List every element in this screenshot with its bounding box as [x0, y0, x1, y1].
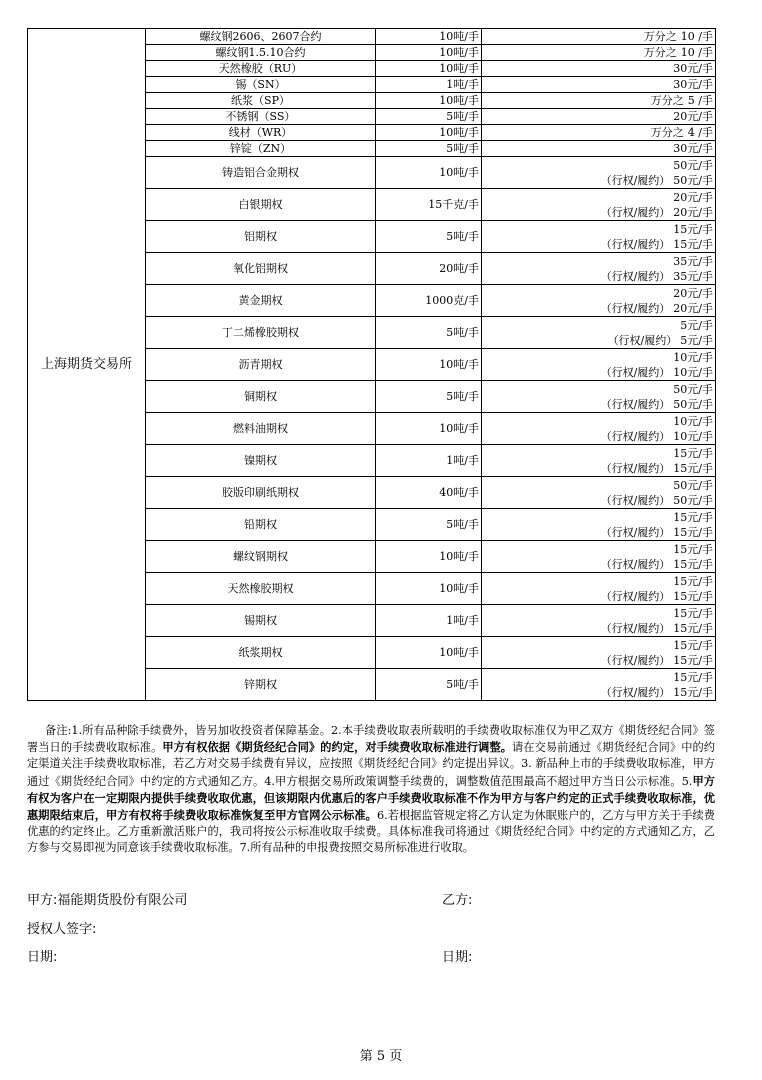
exercise-fee-value: 15元/手	[673, 654, 713, 667]
trading-unit: 5吨/手	[376, 509, 482, 541]
trading-unit: 1吨/手	[376, 445, 482, 477]
fee-prefix: 万分之	[650, 94, 684, 107]
product-name: 铝期权	[146, 221, 376, 253]
exercise-fee-value: 5元/手	[680, 334, 713, 347]
fee-value: 10 /手	[680, 30, 713, 43]
trading-unit: 5吨/手	[376, 109, 482, 125]
fee-prefix: 万分之	[643, 30, 677, 43]
trading-unit: 10吨/手	[376, 349, 482, 381]
fee-cell	[482, 317, 716, 349]
remarks-text-1: 备注:1.所有品种除手续费外，皆另加收投资者保障基金。2.本手续费收取表所载明的手续费收取标准仅为甲乙双方《期货经纪合同》签署当日的手续费收取标准。	[27, 724, 715, 755]
party-a-label: 甲方:福能期货股份有限公司	[27, 893, 188, 908]
fee-cell	[482, 45, 716, 61]
product-name: 铅期权	[146, 509, 376, 541]
trading-unit: 1吨/手	[376, 77, 482, 93]
fee-value: 15元/手	[673, 575, 713, 588]
fee-cell	[482, 109, 716, 125]
exercise-label: （行权/履约）	[600, 238, 671, 251]
exercise-fee-value: 35元/手	[673, 270, 713, 283]
authorized-signature-label: 授权人签字:	[27, 922, 97, 937]
fee-value: 50元/手	[673, 159, 713, 172]
product-name: 线材（WR）	[146, 125, 376, 141]
fee-cell	[482, 349, 716, 381]
party-b-label: 乙方:	[442, 893, 473, 908]
product-name: 镍期权	[146, 445, 376, 477]
exercise-fee-value: 15元/手	[673, 526, 713, 539]
product-name: 燃料油期权	[146, 413, 376, 445]
exercise-fee-value: 20元/手	[673, 206, 713, 219]
fee-value: 30元/手	[673, 78, 713, 91]
trading-unit: 15千克/手	[376, 189, 482, 221]
fee-cell	[482, 253, 716, 285]
exercise-fee-value: 50元/手	[673, 494, 713, 507]
trading-unit: 10吨/手	[376, 637, 482, 669]
exercise-label: （行权/履约）	[600, 558, 671, 571]
fee-value: 10元/手	[673, 351, 713, 364]
trading-unit: 5吨/手	[376, 221, 482, 253]
fee-value: 20元/手	[673, 110, 713, 123]
product-name: 螺纹钢期权	[146, 541, 376, 573]
remarks-bold-2: 甲方有权为客户在一定期限内提供手续费收取优惠，但该期限内优惠后的客户手续费收取标准不作为甲方与客户约定的正式手续费收取标准，优惠期限结束后，甲方有权将手续费收取标准恢复至甲方官网公示标准。	[27, 773, 715, 823]
product-name: 铸造铝合金期权	[146, 157, 376, 189]
exercise-label: （行权/履约）	[600, 654, 671, 667]
product-name: 白银期权	[146, 189, 376, 221]
product-name: 螺纹钢2606、2607合约	[146, 29, 376, 45]
fee-cell	[482, 509, 716, 541]
exercise-label: （行权/履约）	[600, 174, 671, 187]
fee-value: 20元/手	[673, 191, 713, 204]
fee-prefix: 万分之	[650, 126, 684, 139]
fee-cell	[482, 413, 716, 445]
trading-unit: 5吨/手	[376, 317, 482, 349]
fee-value: 50元/手	[673, 383, 713, 396]
exercise-label: （行权/履约）	[600, 622, 671, 635]
fee-value: 15元/手	[673, 223, 713, 236]
date-b-label: 日期:	[442, 950, 473, 965]
trading-unit: 10吨/手	[376, 93, 482, 109]
fee-cell	[482, 77, 716, 93]
exercise-fee-value: 15元/手	[673, 622, 713, 635]
page-number: 第 5 页	[359, 1049, 403, 1064]
exercise-label: （行权/履约）	[600, 526, 671, 539]
fee-table	[27, 28, 716, 701]
product-name: 锡期权	[146, 605, 376, 637]
trading-unit: 10吨/手	[376, 413, 482, 445]
table-row	[28, 29, 716, 45]
exercise-label: （行权/履约）	[600, 270, 671, 283]
product-name: 天然橡胶期权	[146, 573, 376, 605]
fee-cell	[482, 29, 716, 45]
fee-value: 10元/手	[673, 415, 713, 428]
trading-unit: 10吨/手	[376, 29, 482, 45]
fee-value: 10 /手	[680, 46, 713, 59]
fee-cell	[482, 637, 716, 669]
fee-value: 15元/手	[673, 639, 713, 652]
fee-prefix: 万分之	[643, 46, 677, 59]
trading-unit: 10吨/手	[376, 125, 482, 141]
fee-cell	[482, 157, 716, 189]
fee-value: 5 /手	[687, 94, 713, 107]
remarks-bold-1: 甲方有权依据《期货经纪合同》的约定，对手续费收取标准进行调整。	[162, 740, 513, 755]
date-a-label: 日期:	[27, 950, 58, 965]
trading-unit: 40吨/手	[376, 477, 482, 509]
product-name: 黄金期权	[146, 285, 376, 317]
exercise-fee-value: 15元/手	[673, 558, 713, 571]
fee-value: 20元/手	[673, 287, 713, 300]
exercise-label: （行权/履约）	[600, 366, 671, 379]
fee-cell	[482, 381, 716, 413]
product-name: 锌锭（ZN）	[146, 141, 376, 157]
product-name: 沥青期权	[146, 349, 376, 381]
fee-value: 15元/手	[673, 447, 713, 460]
fee-cell	[482, 61, 716, 77]
fee-cell	[482, 669, 716, 701]
fee-value: 15元/手	[673, 543, 713, 556]
product-name: 天然橡胶（RU）	[146, 61, 376, 77]
fee-value: 5元/手	[680, 319, 713, 332]
trading-unit: 1000克/手	[376, 285, 482, 317]
fee-cell	[482, 541, 716, 573]
fee-cell	[482, 125, 716, 141]
fee-cell	[482, 573, 716, 605]
product-name: 锌期权	[146, 669, 376, 701]
product-name: 不锈钢（SS）	[146, 109, 376, 125]
fee-value: 4 /手	[687, 126, 713, 139]
product-name: 螺纹钢1.5.10合约	[146, 45, 376, 61]
fee-cell	[482, 93, 716, 109]
product-name: 铜期权	[146, 381, 376, 413]
exercise-label: （行权/履约）	[600, 494, 671, 507]
trading-unit: 5吨/手	[376, 381, 482, 413]
exercise-fee-value: 15元/手	[673, 462, 713, 475]
exercise-label: （行权/履约）	[600, 398, 671, 411]
exercise-label: （行权/履约）	[607, 334, 678, 347]
trading-unit: 1吨/手	[376, 605, 482, 637]
trading-unit: 5吨/手	[376, 141, 482, 157]
fee-value: 30元/手	[673, 142, 713, 155]
product-name: 纸浆（SP）	[146, 93, 376, 109]
remarks-text-3: 6.若根据监管规定将乙方认定为休眠账户的，乙方与甲方关于手续费优惠的约定终止。乙方重新激活账户的，我司将按公示标准收取手续费。具体标准我司将通过《期货经纪合同》中约定的方式通知乙方，乙方参与交易即视为同意该手续费收取标准。7.所有品种的申报费按照交易所标准进行收取。	[27, 809, 715, 855]
exercise-fee-value: 10元/手	[673, 366, 713, 379]
exercise-fee-value: 50元/手	[673, 398, 713, 411]
exchange-name: 上海期货交易所	[28, 29, 146, 701]
fee-cell	[482, 285, 716, 317]
exercise-fee-value: 15元/手	[673, 686, 713, 699]
fee-cell	[482, 605, 716, 637]
trading-unit: 10吨/手	[376, 157, 482, 189]
trading-unit: 10吨/手	[376, 541, 482, 573]
exercise-fee-value: 10元/手	[673, 430, 713, 443]
exercise-label: （行权/履约）	[600, 430, 671, 443]
exercise-fee-value: 15元/手	[673, 590, 713, 603]
trading-unit: 10吨/手	[376, 45, 482, 61]
trading-unit: 10吨/手	[376, 61, 482, 77]
fee-value: 15元/手	[673, 607, 713, 620]
exercise-fee-value: 15元/手	[673, 238, 713, 251]
exercise-label: （行权/履约）	[600, 590, 671, 603]
fee-cell	[482, 445, 716, 477]
product-name: 纸浆期权	[146, 637, 376, 669]
fee-cell	[482, 221, 716, 253]
exercise-fee-value: 20元/手	[673, 302, 713, 315]
exercise-label: （行权/履约）	[600, 206, 671, 219]
fee-value: 35元/手	[673, 255, 713, 268]
fee-cell	[482, 189, 716, 221]
trading-unit: 20吨/手	[376, 253, 482, 285]
product-name: 丁二烯橡胶期权	[146, 317, 376, 349]
remarks-text-2: 请在交易前通过《期货经纪合同》中的约定渠道关注手续费收取标准，若乙方对交易手续费有异议，应按照《期货经纪合同》约定提出异议。3. 新品种上市的手续费收取标准，甲方通过《期货经纪合同》中约定的方式通知乙方。4.甲方根据交易所政策调整手续费的，调整数值范围最高不超过甲方当日公示标准。5.	[27, 741, 715, 788]
fee-value: 15元/手	[673, 671, 713, 684]
product-name: 氧化铝期权	[146, 253, 376, 285]
fee-value: 30元/手	[673, 62, 713, 75]
product-name: 锡（SN）	[146, 77, 376, 93]
product-name: 胶版印刷纸期权	[146, 477, 376, 509]
exercise-fee-value: 50元/手	[673, 174, 713, 187]
fee-value: 15元/手	[673, 511, 713, 524]
trading-unit: 5吨/手	[376, 669, 482, 701]
exercise-label: （行权/履约）	[600, 302, 671, 315]
remarks	[27, 723, 715, 857]
exercise-label: （行权/履约）	[600, 462, 671, 475]
exercise-label: （行权/履约）	[600, 686, 671, 699]
trading-unit: 10吨/手	[376, 573, 482, 605]
fee-cell	[482, 141, 716, 157]
fee-value: 50元/手	[673, 479, 713, 492]
fee-cell	[482, 477, 716, 509]
